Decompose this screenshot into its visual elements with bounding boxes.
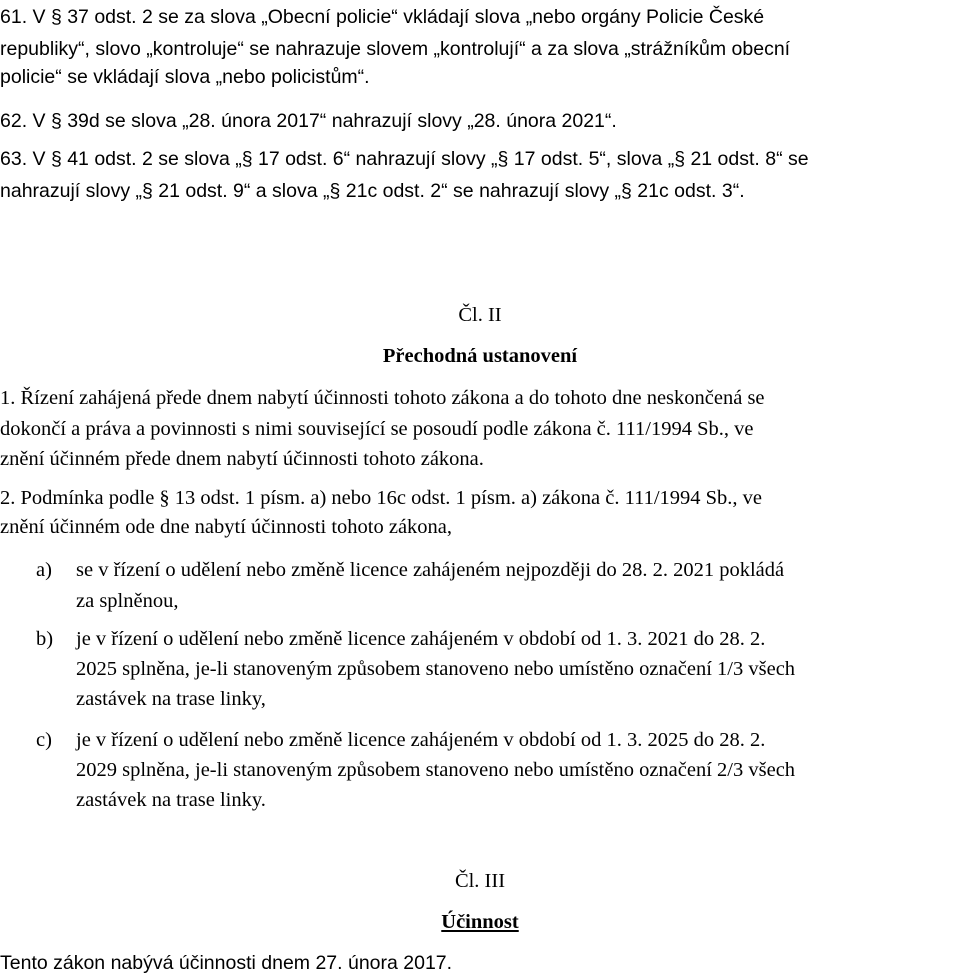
amendment-63-line-1: 63. V § 41 odst. 2 se slova „§ 17 odst. 6“ nahrazují slovy „§ 17 odst. 5“, slova „§ 21 odst. 8“ se [0,148,809,170]
list-item-text-line-3: zastávek na trase linky, [76,688,266,710]
list-item-text-line-2: 2029 splněna, je-li stanoveným způsobem stanoveno nebo umístěno označení 2/3 všech [76,759,796,781]
article-2-para-1-line-3: znění účinném přede dnem nabytí účinnosti tohoto zákona. [0,448,484,470]
article-2-para-2-line-2: znění účinném ode dne nabytí účinnosti tohoto zákona, [0,516,453,538]
article-2-heading: Přechodná ustanovení [382,345,578,367]
list-item-letter: a) [36,559,52,581]
amendment-61-line-2: republiky“, slovo „kontroluje“ se nahrazuje slovem „kontrolují“ a za slova „strážníkům obecní [0,38,791,60]
list-item-text-line-1: se v řízení o udělení nebo změně licence zahájeném nejpozději do 28. 2. 2021 pokládá [76,559,785,581]
amendment-62-line-1: 62. V § 39d se slova „28. února 2017“ nahrazují slovy „28. února 2021“. [0,110,617,132]
article-3-number: Čl. III [454,870,506,892]
list-item-letter: c) [36,729,52,751]
list-item-text-line-3: zastávek na trase linky. [76,789,266,811]
article-2-number: Čl. II [458,304,502,326]
article-2-para-1-line-1: 1. Řízení zahájená přede dnem nabytí účinnosti tohoto zákona a do tohoto dne neskončená se [0,387,765,409]
amendment-63-line-2: nahrazují slovy „§ 21 odst. 9“ a slova „§ 21c odst. 2“ se nahrazují slovy „§ 21c odst. 3“. [0,180,745,202]
list-item-text-line-2: 2025 splněna, je-li stanoveným způsobem stanoveno nebo umístěno označení 1/3 všech [76,658,796,680]
list-item-text-line-2: za splněnou, [76,590,179,612]
article-2-para-2-line-1: 2. Podmínka podle § 13 odst. 1 písm. a) nebo 16c odst. 1 písm. a) zákona č. 111/1994 Sb., ve [0,487,763,509]
list-item-letter: b) [36,628,54,650]
list-item-text-line-1: je v řízení o udělení nebo změně licence zahájeném v období od 1. 3. 2021 do 28. 2. [76,628,766,650]
article-2-para-1-line-2: dokončí a práva a povinnosti s nimi související se posoudí podle zákona č. 111/1994 Sb., ve [0,418,754,440]
article-3-heading: Účinnost [441,911,519,933]
amendment-61-line-3: policie“ se vkládají slova „nebo policistům“. [0,66,370,88]
list-item-text-line-1: je v řízení o udělení nebo změně licence zahájeném v období od 1. 3. 2025 do 28. 2. [76,729,766,751]
article-3-text: Tento zákon nabývá účinnosti dnem 27. února 2017. [0,952,453,974]
amendment-61-line-1: 61. V § 37 odst. 2 se za slova „Obecní policie“ vkládají slova „nebo orgány Policie České [0,6,765,28]
